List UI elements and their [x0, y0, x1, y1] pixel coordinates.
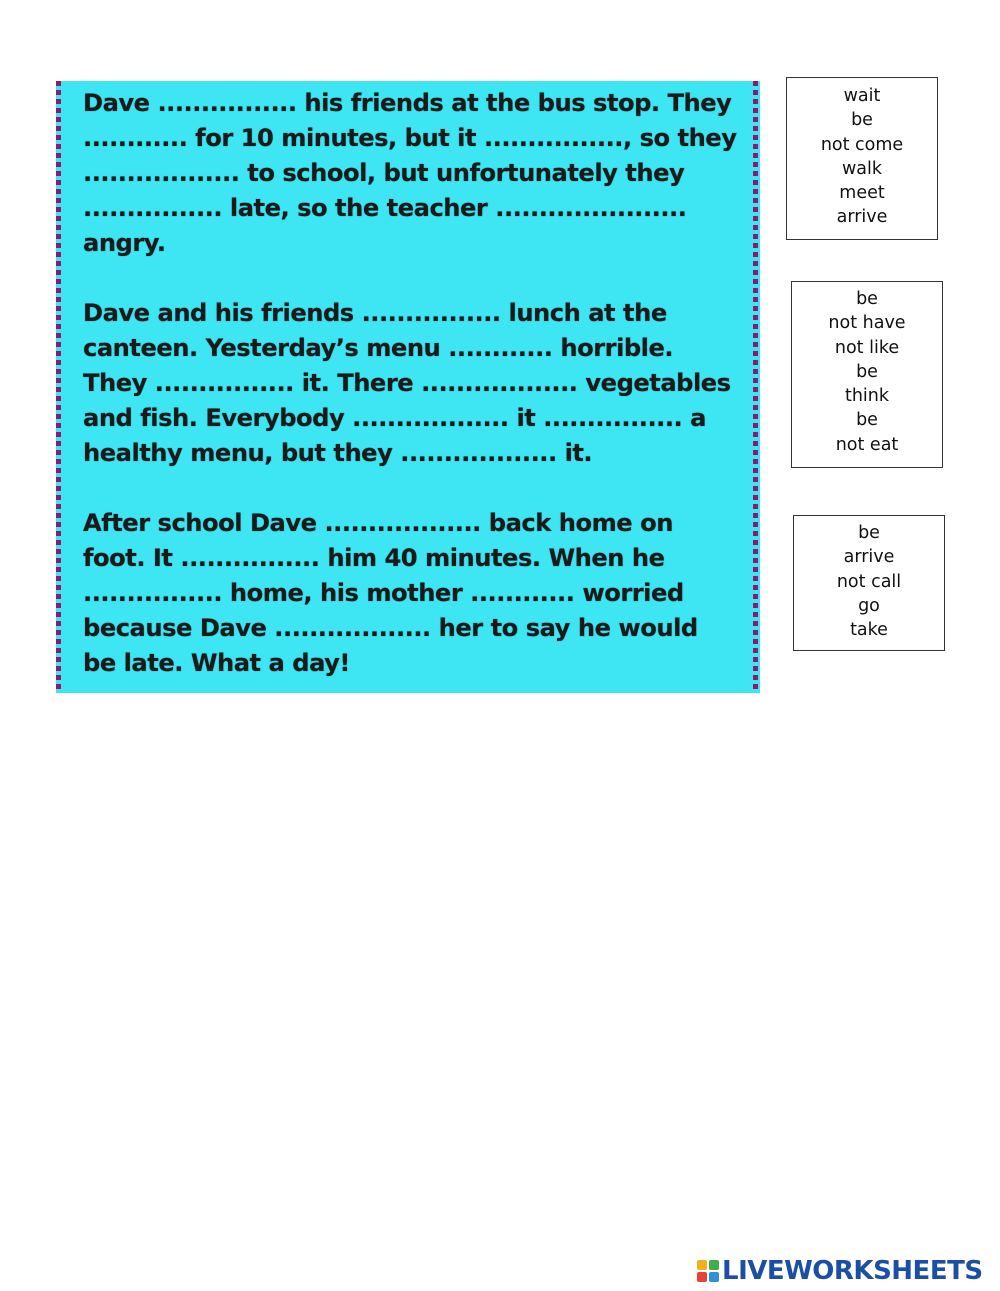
paragraph-line: be late. What a day!: [83, 649, 350, 677]
logo-blocks-icon: [697, 1260, 719, 1282]
word-bank-item: be: [858, 523, 880, 543]
liveworksheets-logo: [697, 1257, 983, 1285]
paragraph-3: [83, 506, 743, 681]
paragraph-line: healthy menu, but they .................. it.: [83, 439, 593, 467]
paragraph-line: foot. It ................ him 40 minutes. When he: [83, 544, 665, 572]
word-bank-item: be: [856, 361, 878, 382]
word-bank-item: arrive: [843, 547, 895, 568]
word-bank-item: be: [856, 410, 878, 431]
word-bank-item: take: [850, 620, 888, 641]
word-bank-item: not come: [820, 134, 904, 155]
paragraph-line: After school Dave .................. back home on: [83, 509, 673, 537]
word-bank-item: be: [851, 110, 873, 131]
word-bank-item: be: [856, 289, 878, 309]
paragraph-line: ................ home, his mother ............ worried: [83, 579, 684, 607]
word-bank-1: [786, 77, 938, 240]
paragraph-line: .................. to school, but unfortunately they: [83, 159, 685, 187]
paragraph-line: They ................ it. There .................. vegetables: [83, 369, 731, 397]
logo-block: [697, 1272, 707, 1282]
logo-text: LIVEWORKSHEETS: [722, 1256, 983, 1286]
paragraph-line: and fish. Everybody .................. it ................ a: [83, 404, 706, 432]
word-bank-item: not eat: [835, 434, 899, 455]
paragraph-line: canteen. Yesterday’s menu ............ horrible.: [83, 334, 674, 362]
paragraph-line: because Dave .................. her to say he would: [83, 614, 698, 642]
word-bank-item: not call: [836, 571, 902, 592]
paragraph-1: [83, 86, 743, 261]
word-bank-item: not like: [834, 337, 900, 358]
word-bank-item: think: [844, 386, 890, 407]
word-bank-item: arrive: [836, 207, 888, 228]
paragraph-line: Dave and his friends ................ lunch at the: [83, 299, 667, 327]
paragraph-2: [83, 296, 743, 471]
word-bank-2: [791, 281, 943, 468]
dotted-border-right: [753, 81, 758, 693]
logo-block: [709, 1272, 719, 1282]
word-bank-3: [793, 515, 945, 651]
paragraph-line: Dave ................ his friends at the bus stop. They: [83, 89, 732, 117]
paragraph-line: angry.: [83, 229, 166, 257]
paragraph-line: ............ for 10 minutes, but it ................, so they: [83, 124, 737, 152]
paragraph-line: ................ late, so the teacher ......................: [83, 194, 687, 222]
logo-block: [697, 1260, 707, 1270]
word-bank-item: not have: [828, 313, 906, 334]
word-bank-item: go: [858, 595, 880, 616]
dotted-border-left: [56, 81, 61, 693]
word-bank-item: meet: [839, 183, 885, 204]
logo-block: [709, 1260, 719, 1270]
word-bank-item: walk: [841, 158, 883, 179]
word-bank-item: wait: [843, 86, 881, 106]
